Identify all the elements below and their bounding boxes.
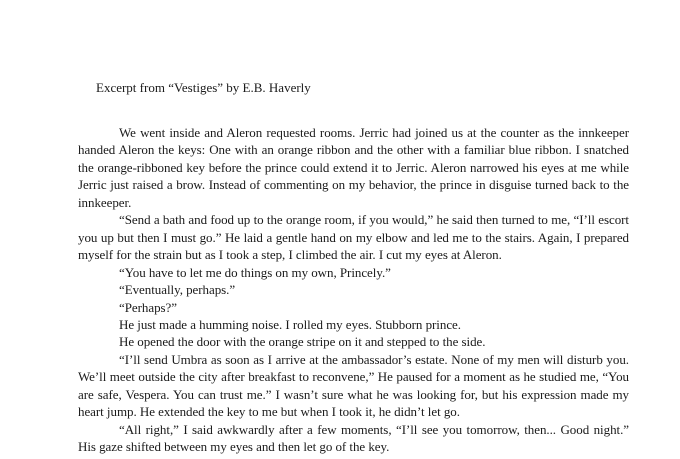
paragraph: He just made a humming noise. I rolled my eyes. Stubborn prince. bbox=[119, 316, 461, 332]
paragraph: “You have to let me do things on my own, Princely.” bbox=[119, 264, 391, 280]
paragraph: “I’ll send Umbra as soon as I arrive at the ambassador’s estate. None of my men will disturb you. We’ll meet outside the city after breakfast to reconvene,” He paused for a moment as he studied me, “You are safe, Vespera. You can trust me.” I wasn’t sure what he was looking for, but his expression made my heart jump. He extended the key to me but when I took it, he didn’t let go. bbox=[78, 351, 629, 420]
paragraph: “Eventually, perhaps.” bbox=[119, 282, 236, 298]
excerpt-body bbox=[78, 124, 629, 456]
paragraph: “Perhaps?” bbox=[119, 299, 177, 315]
paragraph: “All right,” I said awkwardly after a few moments, “I’ll see you tomorrow, then... Good night.” His gaze shifted between my eyes and then let go of the key. bbox=[78, 421, 629, 455]
excerpt-heading: Excerpt from “Vestiges” by E.B. Haverly bbox=[96, 80, 311, 95]
paragraph: “Send a bath and food up to the orange room, if you would,” he said then turned to me, “I’ll escort you up but then I must go.” He laid a gentle hand on my elbow and led me to the stairs. Again, I prepared myself for the strain but as I took a step, I climbed the air. I cut my eyes at Aleron. bbox=[78, 212, 629, 263]
paragraph: We went inside and Aleron requested rooms. Jerric had joined us at the counter as the innkeeper handed Aleron the keys: One with an orange ribbon and the other with a familiar blue ribbon. I snatched the orange-ribboned key before the prince could extend it to Jerric. Aleron narrowed his eyes at me while Jerric just raised a brow. Instead of commenting on my behavior, the prince in disguise turned back to the innkeeper. bbox=[78, 125, 629, 210]
paragraph: He opened the door with the orange stripe on it and stepped to the side. bbox=[119, 334, 486, 350]
